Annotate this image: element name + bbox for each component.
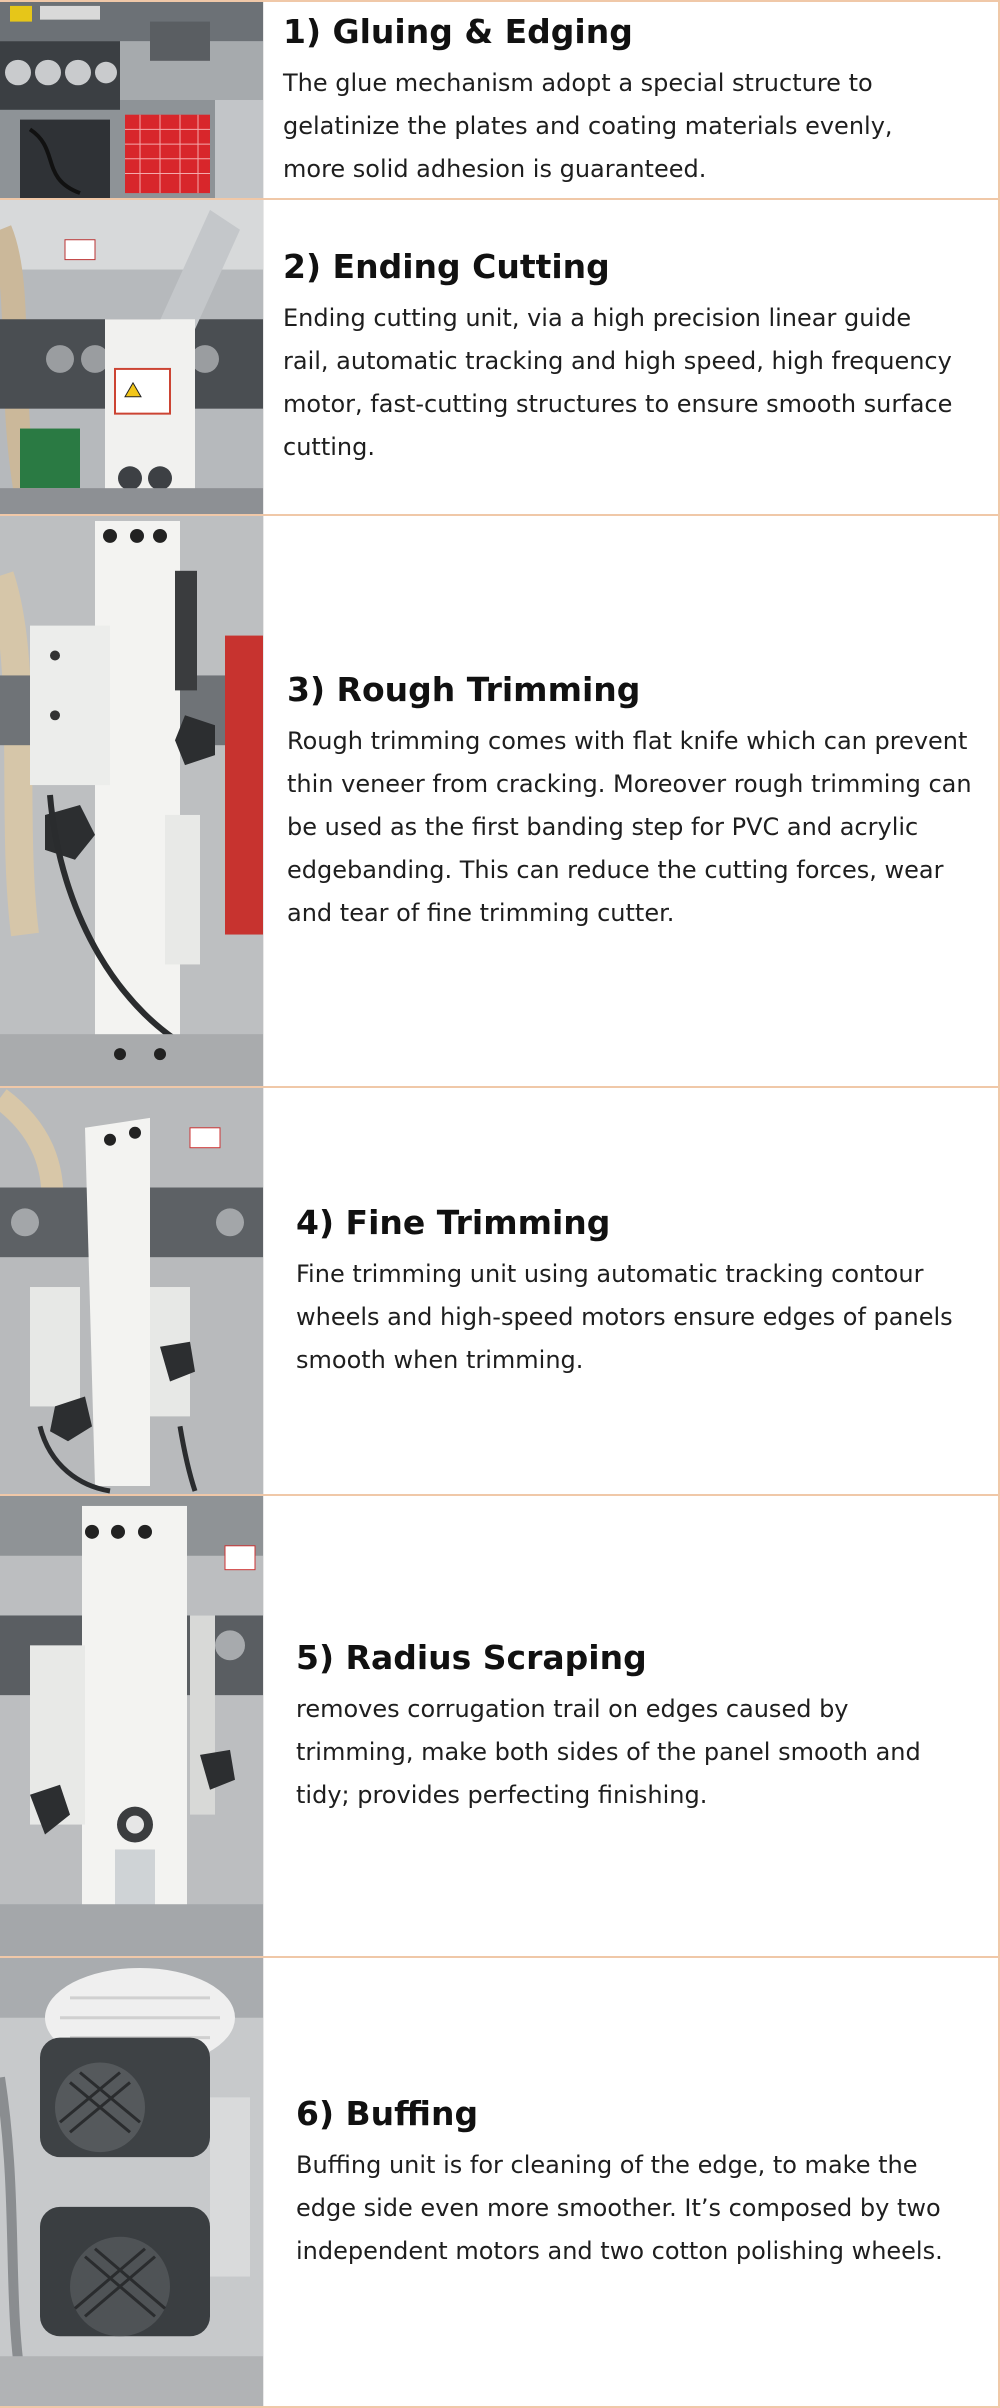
buffing-unit-photo [0, 1958, 263, 2406]
section-title: 4) Fine Trimming [296, 1202, 611, 1242]
section-title: 5) Radius Scraping [296, 1637, 647, 1677]
section-description: removes corrugation trail on edges caused by trimming, make both sides of the panel smooth and tidy; provides perfecting finishing. [296, 1694, 921, 1809]
section-description: Ending cutting unit, via a high precision linear guide rail, automatic tracking and high speed, high frequency motor, fast-cutting structures to ensure smooth surface cutting. [283, 304, 953, 461]
radius-scraping-unit-photo [0, 1496, 263, 1956]
section-radius-scraping [0, 1496, 1000, 1958]
section-gluing [0, 0, 1000, 200]
section-description: Rough trimming comes with flat knife which can prevent thin veneer from cracking. Moreover rough trimming can be used as the first banding step for PVC and acrylic edgebanding. This can reduce the cutting forces, wear and tear of fine trimming cutter. [287, 726, 972, 927]
section-description: Fine trimming unit using automatic tracking contour wheels and high-speed motors ensure edges of panels smooth when trimming. [296, 1259, 953, 1374]
section-text [263, 1496, 1000, 1956]
section-fine-trimming [0, 1088, 1000, 1496]
section-title: 1) Gluing & Edging [283, 12, 633, 51]
section-text [263, 1088, 1000, 1494]
gluing-unit-photo [0, 2, 263, 198]
section-text [263, 1958, 1000, 2406]
fine-trimming-unit-photo [0, 1088, 263, 1494]
rough-trimming-unit-photo [0, 516, 263, 1086]
section-title: 3) Rough Trimming [287, 669, 641, 709]
section-title: 2) Ending Cutting [283, 247, 610, 286]
section-text [263, 200, 1000, 514]
end-cutting-unit-photo [0, 200, 263, 514]
section-text [263, 2, 1000, 198]
section-rough-trimming [0, 516, 1000, 1088]
section-text [263, 516, 1000, 1086]
section-buffing [0, 1958, 1000, 2408]
section-title: 6) Buffing [296, 2093, 479, 2133]
section-description: Buffing unit is for cleaning of the edge, to make the edge side even more smoother. It’s composed by two independent motors and two cotton polishing wheels. [296, 2150, 943, 2265]
section-description: The glue mechanism adopt a special structure to gelatinize the plates and coating materials evenly, more solid adhesion is guaranteed. [283, 69, 893, 183]
section-ending-cutting [0, 200, 1000, 516]
